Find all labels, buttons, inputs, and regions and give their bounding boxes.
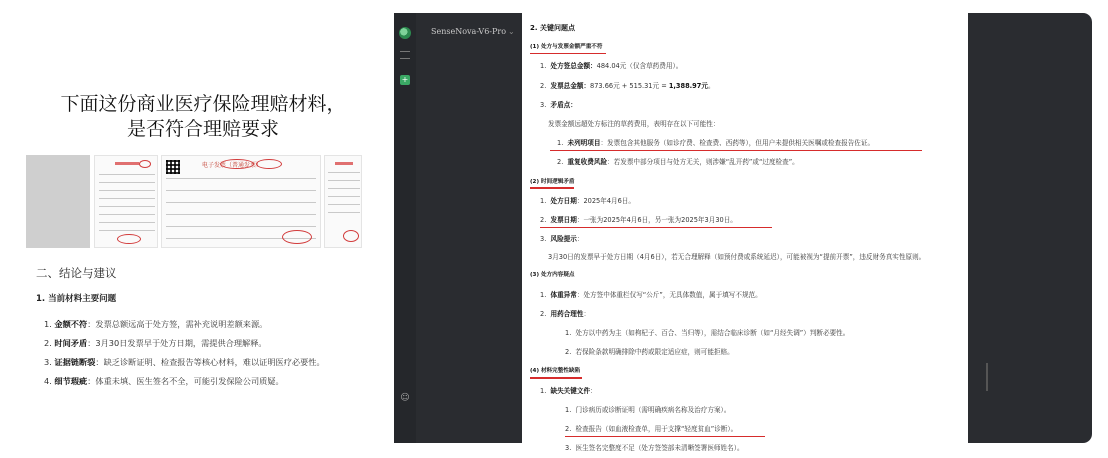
- list-item: 1. 体重异常：处方签中体重栏仅写“公斤”，无具体数值，属于填写不规范。: [540, 290, 762, 299]
- issue-item: 4. 细节瑕疵：体重未填、医生签名不全，可能引发保险公司质疑。: [44, 376, 284, 386]
- section-3-title: (3) 处方内容疑点: [530, 272, 575, 279]
- invoice-thumbnail-3: [324, 155, 362, 248]
- issue-item: 3. 证据链断裂：缺乏诊断证明、检查报告等核心材料，难以证明医疗必要性。: [44, 357, 325, 367]
- new-chat-icon[interactable]: +: [401, 75, 409, 84]
- section-4-title: (4) 材料完整性缺陷: [530, 362, 958, 381]
- paragraph: 3月30日的发票早于处方日期（4月6日），若无合理解释（如预付费或系统延迟），可能被视为“提前开票”，违反财务真实性原则。: [548, 253, 926, 262]
- headline-line2: 是否符合理赔要求: [126, 118, 279, 140]
- logo-icon[interactable]: [399, 27, 411, 39]
- response-document: [522, 13, 968, 453]
- list-item: 1. 处方以中药为主（如枸杞子、百合、当归等），需结合临床诊断（如“月经失调”）判断必要性。: [565, 329, 850, 338]
- section-title: 二、结论与建议: [36, 266, 117, 280]
- doc-heading: 2. 关键问题点: [530, 24, 575, 32]
- qr-code-icon: [166, 160, 180, 174]
- red-underline: [540, 227, 772, 229]
- invoice-thumbnail-2: [161, 155, 321, 248]
- paragraph: 发票金额远超处方标注的草药费用，表明存在以下可能性：: [548, 120, 720, 129]
- section-2-title: (2) 时间逻辑矛盾: [530, 173, 958, 192]
- list-item: 1. 门诊病历或诊断证明（需明确疾病名称及治疗方案）。: [565, 405, 731, 414]
- prescription-photo-thumbnail: [26, 155, 90, 248]
- document-thumbnails: [26, 155, 362, 248]
- list-item: 1. 缺失关键文件：: [540, 386, 597, 395]
- red-underline: [530, 187, 574, 189]
- model-selector[interactable]: [431, 27, 515, 36]
- list-item: 1. 处方签总金额：484.04元（仅含草药费用）。: [540, 62, 683, 71]
- slide-panel: [0, 0, 385, 455]
- list-item: 1. 未列明项目：发票包含其他服务（如诊疗费、检查费、西药等），但用户未提供相关医嘱或检查报告佐证。: [530, 134, 958, 153]
- list-item: 2. 用药合理性：: [540, 309, 591, 318]
- red-underline: [530, 377, 582, 379]
- list-item: 2. 重复收费风险：若发票中部分项目与处方无关，则涉嫌“乱开药”或“过度检查”。: [557, 158, 799, 167]
- list-item: 2. 发票总金额：873.66元 + 515.31元 = 1,388.97元。: [540, 81, 715, 90]
- list-item: 3. 医生签名完整度不足（处方签签部未清晰签署医师姓名）。: [565, 444, 744, 453]
- issue-list: [44, 315, 325, 391]
- chevron-down-icon: ⌄: [508, 27, 515, 36]
- slide-headline: [28, 92, 378, 142]
- invoice-title: 电子发票（普通发票）: [202, 162, 263, 169]
- list-item: 2. 发票日期：一张为2025年4月6日，另一张为2025年3月30日。: [530, 211, 958, 230]
- red-underline: [530, 53, 606, 55]
- invoice-thumbnail-1: [94, 155, 158, 248]
- prescription-photo-placeholder: [26, 155, 90, 248]
- list-item: 2. 检查报告（如血液检查单，用于支撑“轻度贫血”诊断）。: [530, 420, 958, 439]
- issue-item: 1. 金额不符：发票总额远高于处方签，需补充说明差额来源。: [44, 319, 268, 329]
- list-item: 1. 处方日期：2025年4月6日。: [540, 196, 635, 205]
- scrollbar[interactable]: [986, 363, 988, 391]
- section-1-title: (1) 处方与发票金额严重不符: [530, 38, 958, 57]
- subsection-title: 1. 当前材料主要问题: [36, 294, 117, 304]
- issue-item: 2. 时间矛盾：3月30日发票早于处方日期，需提供合理解释。: [44, 338, 267, 348]
- chat-app-window: [394, 13, 1092, 453]
- model-name: SenseNova-V6-Pro: [431, 27, 507, 36]
- sidebar: [394, 13, 416, 443]
- red-underline: [565, 436, 765, 438]
- user-icon[interactable]: ☺: [400, 393, 410, 403]
- list-item: 3. 风险提示：: [540, 235, 584, 244]
- list-item: 3. 矛盾点：: [540, 100, 577, 109]
- grid-icon[interactable]: [400, 51, 410, 59]
- red-underline: [550, 150, 922, 152]
- headline-line1: 下面这份商业医疗保险理赔材料，: [60, 93, 346, 115]
- list-item: 2. 若保险条款明确排除中药或限定适应症，则可能拒赔。: [565, 348, 734, 357]
